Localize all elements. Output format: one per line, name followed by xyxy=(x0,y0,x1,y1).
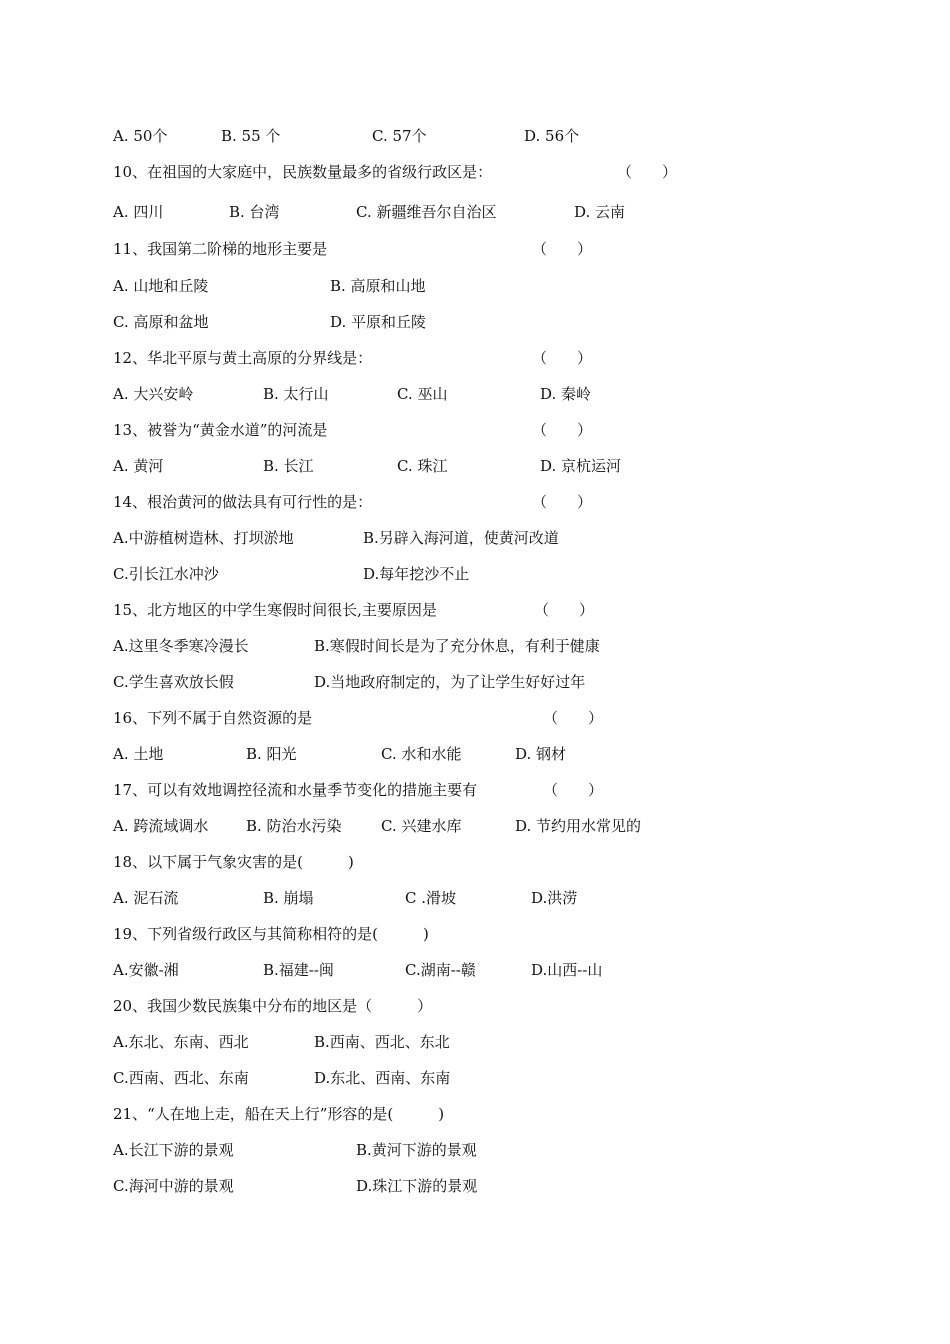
option-text: C .滑坡 xyxy=(405,889,457,907)
option-text: C.学生喜欢放长假 xyxy=(113,673,234,691)
option-text: A.中游植树造林、打坝淤地 xyxy=(113,529,294,547)
option-text: C.引长江水冲沙 xyxy=(113,565,219,583)
answer-blank: （ ） xyxy=(532,349,593,367)
option-text: A. 山地和丘陵 xyxy=(113,277,209,295)
option-text: D. 秦岭 xyxy=(540,385,592,403)
answer-blank: （ ） xyxy=(532,493,593,511)
question-text: 19、下列省级行政区与其简称相符的是( ) xyxy=(113,925,429,943)
answer-blank: （ ） xyxy=(543,709,604,727)
option-text: D.当地政府制定的，为了让学生好好过年 xyxy=(314,673,586,691)
question-text: 10、在祖国的大家庭中，民族数量最多的省级行政区是： xyxy=(113,163,493,181)
option-text: A. 50个 xyxy=(113,127,168,145)
option-text: A. 跨流域调水 xyxy=(113,817,209,835)
question-text: 11、我国第二阶梯的地形主要是 xyxy=(113,240,328,258)
option-text: C. 兴建水库 xyxy=(381,817,462,835)
question-text: 21、“人在地上走，船在天上行”形容的是( ) xyxy=(113,1105,445,1123)
option-text: C. 57个 xyxy=(372,127,427,145)
answer-blank: （ ） xyxy=(617,163,678,181)
option-text: C. 新疆维吾尔自治区 xyxy=(356,203,497,221)
option-text: B. 阳光 xyxy=(246,745,297,763)
answer-blank: （ ） xyxy=(534,601,595,619)
question-text: 17、可以有效地调控径流和水量季节变化的措施主要有 xyxy=(113,781,478,799)
option-text: A. 大兴安岭 xyxy=(113,385,194,403)
option-text: B.另辟入海河道，使黄河改道 xyxy=(363,529,559,547)
question-text: 12、华北平原与黄土高原的分界线是： xyxy=(113,349,373,367)
option-text: D. 56个 xyxy=(524,127,580,145)
option-text: A.安徽-湘 xyxy=(113,961,179,979)
option-text: C.海河中游的景观 xyxy=(113,1177,234,1195)
option-text: C. 高原和盆地 xyxy=(113,313,209,331)
option-text: B.西南、西北、东北 xyxy=(314,1033,450,1051)
option-text: D.珠江下游的景观 xyxy=(356,1177,478,1195)
option-text: D.山西--山 xyxy=(531,961,603,979)
option-text: D. 平原和丘陵 xyxy=(330,313,427,331)
option-text: B. 55 个 xyxy=(221,127,281,145)
answer-blank: （ ） xyxy=(543,781,604,799)
option-text: B.寒假时间长是为了充分休息，有利于健康 xyxy=(314,637,600,655)
option-text: C. 水和水能 xyxy=(381,745,462,763)
option-text: D. 节约用水常见的 xyxy=(515,817,642,835)
option-text: A. 四川 xyxy=(113,203,164,221)
option-text: C. 巫山 xyxy=(397,385,448,403)
option-text: A.长江下游的景观 xyxy=(113,1141,234,1159)
option-text: B. 长江 xyxy=(263,457,314,475)
option-text: A. 土地 xyxy=(113,745,164,763)
option-text: A. 黄河 xyxy=(113,457,164,475)
option-text: D.洪涝 xyxy=(531,889,578,907)
option-text: A.东北、东南、西北 xyxy=(113,1033,249,1051)
option-text: B. 防治水污染 xyxy=(246,817,342,835)
option-text: D.东北、西南、东南 xyxy=(314,1069,451,1087)
option-text: B. 高原和山地 xyxy=(330,277,426,295)
question-text: 14、根治黄河的做法具有可行性的是： xyxy=(113,493,373,511)
option-text: B.黄河下游的景观 xyxy=(356,1141,477,1159)
option-text: B. 台湾 xyxy=(229,203,280,221)
option-text: A. 泥石流 xyxy=(113,889,179,907)
question-text: 18、以下属于气象灾害的是( ) xyxy=(113,853,354,871)
question-text: 16、下列不属于自然资源的是 xyxy=(113,709,313,727)
option-text: D. 云南 xyxy=(574,203,626,221)
answer-blank: （ ） xyxy=(532,240,593,258)
option-text: B. 崩塌 xyxy=(263,889,314,907)
option-text: D. 京杭运河 xyxy=(540,457,622,475)
answer-blank: （ ） xyxy=(532,421,593,439)
option-text: D. 钢材 xyxy=(515,745,567,763)
option-text: C. 珠江 xyxy=(397,457,448,475)
question-text: 13、被誉为“黄金水道”的河流是 xyxy=(113,421,328,439)
question-text: 15、北方地区的中学生寒假时间很长,主要原因是 xyxy=(113,601,437,619)
option-text: C.湖南--赣 xyxy=(405,961,476,979)
option-text: B.福建--闽 xyxy=(263,961,334,979)
option-text: C.西南、西北、东南 xyxy=(113,1069,249,1087)
option-text: B. 太行山 xyxy=(263,385,329,403)
option-text: A.这里冬季寒冷漫长 xyxy=(113,637,249,655)
question-text: 20、我国少数民族集中分布的地区是（ ） xyxy=(113,997,433,1015)
option-text: D.每年挖沙不止 xyxy=(363,565,470,583)
